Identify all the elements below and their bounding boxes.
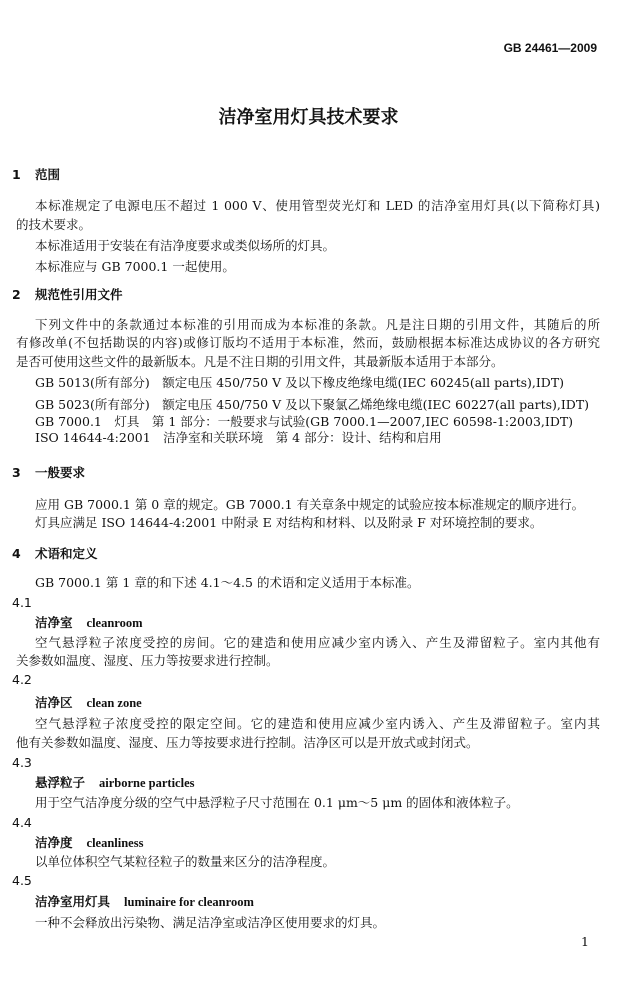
term-zh: 悬浮粒子 — [35, 775, 86, 790]
page-number: 1 — [581, 934, 589, 949]
section-2-title: 规范性引用文件 — [35, 287, 123, 302]
reference-title: 第 1 部分：一般要求与试验(GB 7000.1—2007,IEC 60598-1:2003,IDT) — [151, 414, 574, 429]
definition-line: 空气悬浮粒子浓度受控的限定空间。它的建造和使用应减少室内诱入、产生及滞留粒子。室内其 — [35, 716, 600, 731]
term-zh: 洁净度 — [35, 835, 73, 850]
reference-code: GB 5013(所有部分) — [35, 375, 150, 390]
term-heading — [35, 695, 142, 711]
term-heading — [35, 775, 194, 791]
section-1-number: 1 — [12, 167, 21, 182]
reference-item — [35, 414, 573, 430]
term-heading — [35, 615, 143, 631]
definition-line: 以单位体积空气某粒径粒子的数量来区分的洁净程度。 — [35, 854, 336, 869]
reference-title: 第 4 部分：设计、结构和启用 — [275, 430, 442, 445]
definition-line: 他有关参数如温度、湿度、压力等按要求进行控制。洁净区可以是开放式或封闭式。 — [16, 735, 479, 750]
term-en: clean zone — [86, 696, 142, 710]
paragraph-line: 应用 GB 7000.1 第 0 章的规定。GB 7000.1 有关章条中规定的试验应按本标准规定的顺序进行。 — [35, 497, 585, 512]
reference-code: ISO 14644-4:2001 洁净室和关联环境 — [35, 430, 264, 445]
paragraph-line: 本标准应与 GB 7000.1 一起使用。 — [35, 259, 235, 274]
term-number: 4.3 — [12, 755, 32, 770]
reference-item — [35, 430, 442, 446]
section-4-title: 术语和定义 — [35, 546, 98, 561]
definition-line: 一种不会释放出污染物、满足洁净室或洁净区使用要求的灯具。 — [35, 915, 386, 930]
reference-title: 额定电压 450/750 V 及以下橡皮绝缘电缆(IEC 60245(all parts),IDT) — [162, 375, 565, 390]
section-3-number: 3 — [12, 465, 21, 480]
reference-code: GB 7000.1 灯具 — [35, 414, 140, 429]
term-zh: 洁净区 — [35, 695, 73, 710]
term-en: luminaire for cleanroom — [124, 895, 254, 909]
paragraph-line: GB 7000.1 第 1 章的和下述 4.1～4.5 的术语和定义适用于本标准。 — [35, 575, 420, 590]
paragraph-line: 有修改单(不包括勘误的内容)或修订版均不适用于本标准，然而，鼓励根据本标准达成协议的各方研究 — [16, 335, 600, 350]
paragraph-line: 是否可使用这些文件的最新版本。凡是不注日期的引用文件，其最新版本适用于本部分。 — [16, 354, 504, 369]
definition-line: 用于空气洁净度分级的空气中悬浮粒子尺寸范围在 0.1 μm～5 μm 的固体和液体粒子。 — [35, 795, 519, 810]
term-zh: 洁净室 — [35, 615, 73, 630]
standard-number-header: GB 24461—2009 — [503, 41, 597, 55]
section-1-title: 范围 — [35, 167, 61, 182]
paragraph-line: 灯具应满足 ISO 14644-4:2001 中附录 E 对结构和材料、以及附录 F 对环境控制的要求。 — [35, 515, 543, 530]
term-en: cleanroom — [86, 616, 143, 630]
reference-item — [35, 397, 589, 413]
page-title: 洁净室用灯具技术要求 — [218, 107, 399, 128]
paragraph-line: 的技术要求。 — [16, 217, 92, 232]
paragraph-line: 本标准适用于安装在有洁净度要求或类似场所的灯具。 — [35, 238, 336, 253]
paragraph-line: 本标准规定了电源电压不超过 1 000 V、使用管型荧光灯和 LED 的洁净室用灯具(以下简称灯具) — [35, 198, 600, 213]
term-heading — [35, 894, 254, 910]
term-heading — [35, 835, 143, 851]
term-number: 4.1 — [12, 595, 32, 610]
term-number: 4.5 — [12, 873, 32, 888]
section-2-number: 2 — [12, 287, 21, 302]
reference-code: GB 5023(所有部分) — [35, 397, 150, 412]
term-number: 4.4 — [12, 815, 32, 830]
section-4-number: 4 — [12, 546, 21, 561]
section-3-title: 一般要求 — [35, 465, 86, 480]
reference-item — [35, 375, 564, 391]
term-en: cleanliness — [86, 836, 144, 850]
definition-line: 关参数如温度、湿度、压力等按要求进行控制。 — [16, 653, 279, 668]
term-zh: 洁净室用灯具 — [35, 894, 111, 909]
definition-line: 空气悬浮粒子浓度受控的房间。它的建造和使用应减少室内诱入、产生及滞留粒子。室内其他有 — [35, 635, 600, 650]
term-en: airborne particles — [99, 776, 195, 790]
paragraph-line: 下列文件中的条款通过本标准的引用而成为本标准的条款。凡是注日期的引用文件，其随后的所 — [35, 317, 600, 332]
reference-title: 额定电压 450/750 V 及以下聚氯乙烯绝缘电缆(IEC 60227(all parts),IDT) — [162, 397, 590, 412]
term-number: 4.2 — [12, 672, 32, 687]
